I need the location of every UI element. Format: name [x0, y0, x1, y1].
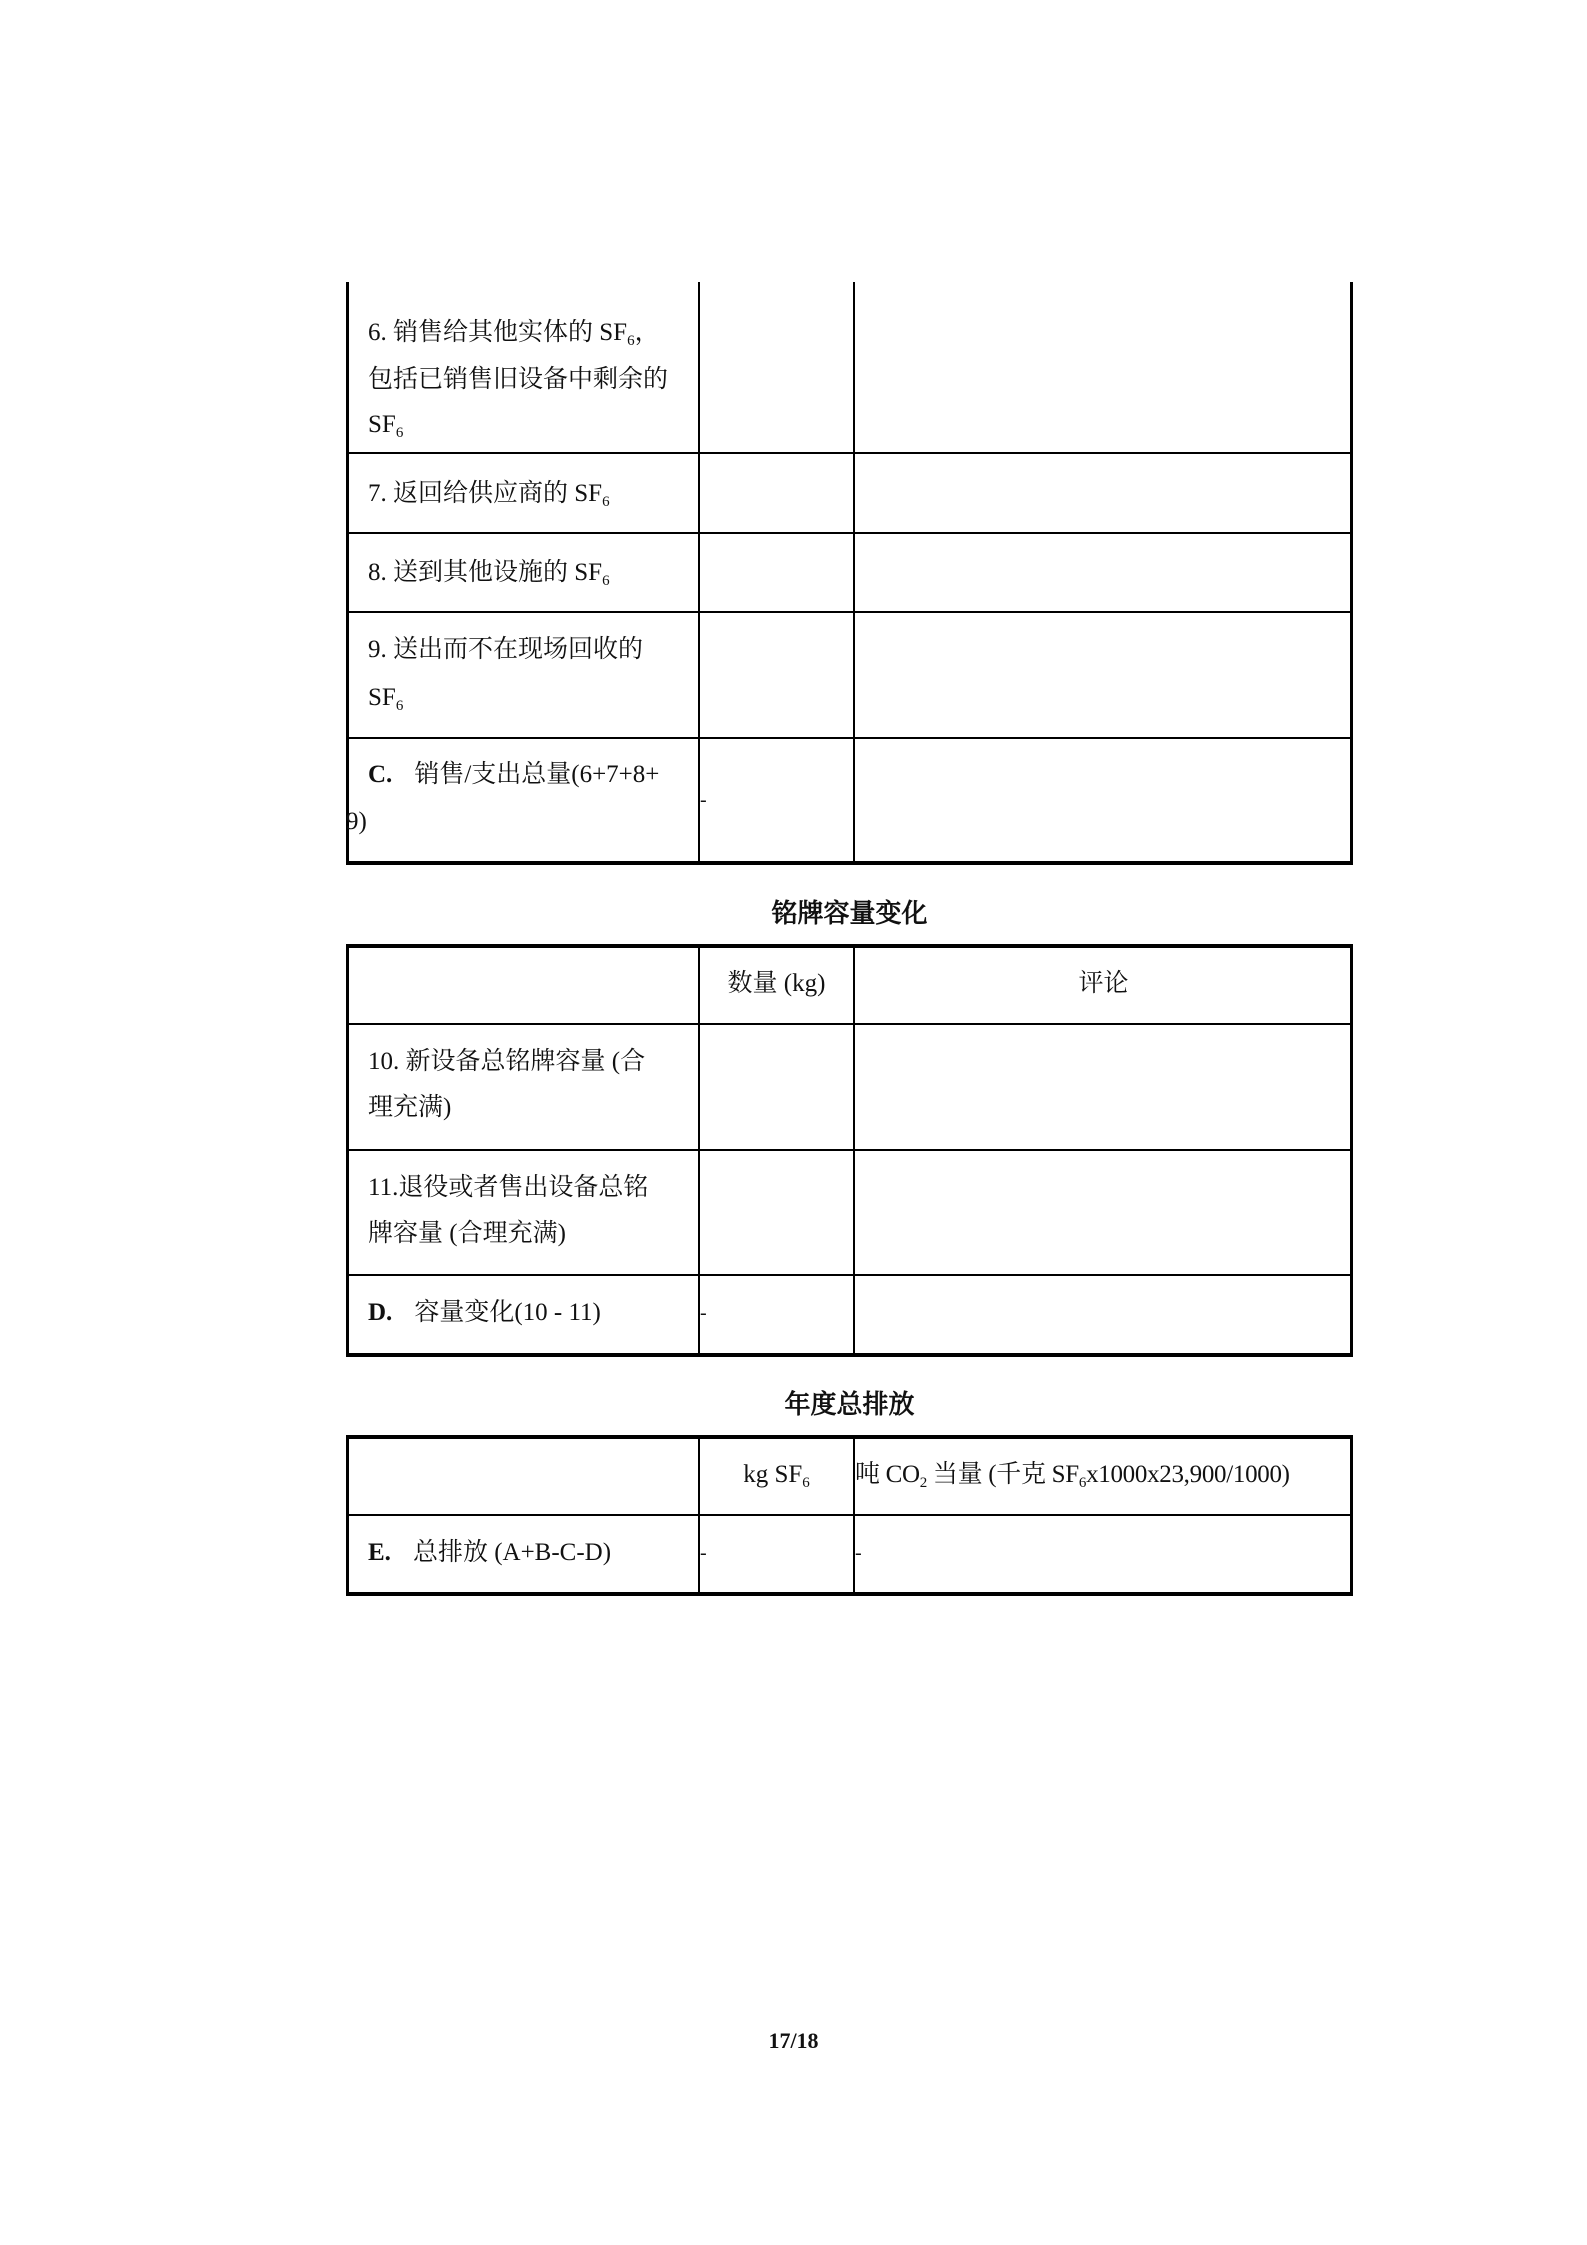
- comment-cell[interactable]: [854, 1275, 1353, 1354]
- comment-cell[interactable]: [854, 282, 1353, 453]
- row-label-cell: [346, 282, 699, 453]
- row-label: [368, 549, 693, 596]
- table-row: [346, 282, 1353, 453]
- row-label: 9): [346, 808, 367, 835]
- emissions-table: [346, 1435, 1353, 1596]
- row-letter: D.: [368, 1299, 393, 1326]
- label-text: SF: [368, 684, 396, 711]
- header-kg-cell: [699, 1435, 854, 1515]
- co2-equivalent-cell[interactable]: [854, 1515, 1353, 1593]
- row-label: 包括已销售旧设备中剩余的: [368, 366, 669, 393]
- subscript: 6: [602, 573, 610, 589]
- table-row: [346, 533, 1353, 612]
- kg-sf6-value: -: [700, 1542, 707, 1564]
- total-row-e: [346, 1515, 1353, 1593]
- header-text: x1000x23,900/1000): [1086, 1461, 1290, 1488]
- row-label: 11.退役或者售出设备总铭: [368, 1174, 649, 1201]
- label-text: 8. 送到其他设施的 SF: [368, 559, 603, 586]
- header-comment-cell: [854, 944, 1353, 1024]
- quantity-cell[interactable]: [699, 533, 854, 612]
- row-label-cell: [346, 1150, 699, 1275]
- co2-equivalent-value: -: [855, 1542, 862, 1564]
- row-label: 10. 新设备总铭牌容量 (合: [368, 1048, 646, 1075]
- kg-sf6-cell[interactable]: [699, 1515, 854, 1593]
- comment-cell[interactable]: [854, 1150, 1353, 1275]
- row-label-cell: [346, 1024, 699, 1150]
- row-label-cell: [346, 533, 699, 612]
- comment-cell[interactable]: [854, 453, 1353, 533]
- quantity-cell[interactable]: [699, 1024, 854, 1150]
- subscript: 6: [1078, 1475, 1087, 1491]
- column-header-quantity: 数量 (kg): [727, 970, 826, 997]
- quantity-cell[interactable]: [699, 738, 854, 862]
- label-text: 总排放 (A+B-C-D): [412, 1539, 612, 1566]
- row-label: 牌容量 (合理充满): [368, 1220, 566, 1247]
- header-text: kg SF: [743, 1461, 803, 1488]
- row-label: [368, 1529, 693, 1576]
- header-label-cell: [346, 944, 699, 1024]
- header-quantity-cell: [699, 944, 854, 1024]
- subscript: 6: [602, 494, 610, 510]
- capacity-table: [346, 944, 1353, 1357]
- quantity-cell[interactable]: [699, 1275, 854, 1354]
- row-letter: C.: [368, 761, 393, 788]
- subscript: 6: [395, 698, 404, 714]
- comment-cell[interactable]: [854, 1024, 1353, 1150]
- total-row-c: [346, 738, 1353, 862]
- table-header-row: [346, 1435, 1353, 1515]
- row-label: [368, 401, 693, 448]
- column-header-kg-sf6: [699, 1451, 854, 1498]
- table-row: [346, 1150, 1353, 1275]
- row-label-cell: [346, 1515, 699, 1593]
- subscript: 6: [802, 1475, 810, 1491]
- row-label: 9. 送出而不在现场回收的: [368, 636, 644, 663]
- row-label: [368, 674, 693, 721]
- comment-cell[interactable]: [854, 738, 1353, 862]
- quantity-cell[interactable]: [699, 453, 854, 533]
- column-header-co2-equivalent: [855, 1451, 1290, 1498]
- row-label: [368, 1289, 693, 1336]
- row-label-cell: [346, 738, 699, 862]
- column-header-comment: 评论: [1078, 970, 1129, 997]
- row-label-cell: [346, 612, 699, 738]
- table-row: [346, 1024, 1353, 1150]
- label-text: 7. 返回给供应商的 SF: [368, 480, 603, 507]
- table-row: [346, 612, 1353, 738]
- quantity-cell[interactable]: [699, 1150, 854, 1275]
- quantity-value: -: [700, 1302, 707, 1324]
- row-label: [368, 470, 693, 517]
- row-label-cell: [346, 453, 699, 533]
- row-letter: E.: [368, 1539, 391, 1566]
- table-header-row: [346, 944, 1353, 1024]
- row-label: 理充满): [368, 1094, 452, 1121]
- section-title-emissions: 年度总排放: [784, 1390, 915, 1420]
- header-co2-cell: [854, 1435, 1353, 1515]
- header-label-cell: [346, 1435, 699, 1515]
- comment-cell[interactable]: [854, 533, 1353, 612]
- label-text: 6. 销售给其他实体的 SF: [368, 319, 628, 346]
- label-text: ，: [634, 319, 660, 346]
- subscript: 6: [395, 425, 404, 441]
- label-text: 容量变化(10 - 11): [414, 1299, 601, 1326]
- header-text: 吨 CO: [855, 1461, 920, 1488]
- row-label-cell: [346, 1275, 699, 1354]
- row-label: [368, 751, 693, 798]
- section-title-capacity: 铭牌容量变化: [771, 899, 928, 929]
- subscript: 6: [627, 333, 635, 349]
- comment-cell[interactable]: [854, 612, 1353, 738]
- header-text: 当量 (千克 SF: [926, 1461, 1079, 1488]
- row-label: [368, 309, 693, 356]
- quantity-value: -: [700, 789, 707, 811]
- total-row-d: [346, 1275, 1353, 1354]
- subscript: 2: [919, 1475, 927, 1491]
- quantity-cell[interactable]: [699, 282, 854, 453]
- table-row: [346, 453, 1353, 533]
- sales-table: [346, 282, 1353, 865]
- quantity-cell[interactable]: [699, 612, 854, 738]
- label-text: 销售/支出总量(6+7+8+: [414, 761, 660, 788]
- label-text: SF: [368, 411, 396, 438]
- page-number: 17/18: [768, 2028, 819, 2053]
